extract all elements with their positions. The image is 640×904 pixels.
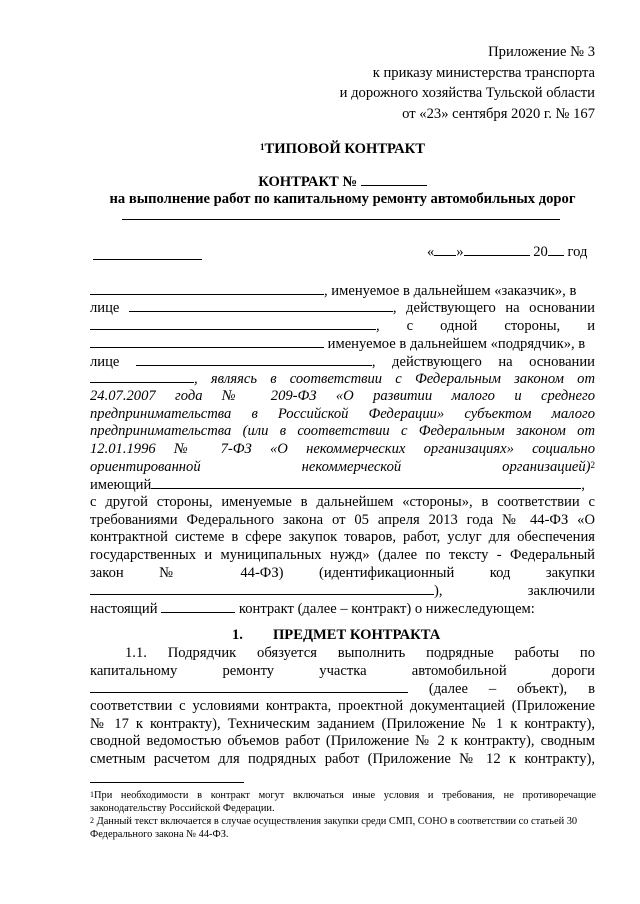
parties-line-10: 12.01.1996 № 7-ФЗ «О некоммерческих организациях» социально	[90, 441, 595, 457]
parties-text: код	[489, 565, 511, 581]
parties-line-6	[90, 369, 595, 388]
clause-text: капитальному	[90, 663, 178, 679]
parties-line-19	[90, 599, 595, 618]
parties-line-15: контрактной системе в сфере закупок товаров, работ, услуг для обеспечения	[90, 529, 595, 545]
parties-text: ,	[376, 318, 380, 334]
footnote-2-line-2: Федерального закона № 44-ФЗ.	[90, 829, 229, 840]
month-blank	[464, 242, 530, 256]
parties-text: ,	[581, 477, 585, 493]
parties-text: организацией)	[502, 459, 591, 475]
parties-line-12	[90, 475, 595, 494]
parties-text: , именуемое в дальнейшем «заказчик», в	[324, 283, 577, 299]
footnote-1-line-1	[90, 789, 596, 802]
clause-text: участка	[319, 663, 367, 679]
parties-line-16: государственных и муниципальных нужд» (далее по тексту - Федеральный	[90, 547, 595, 563]
clause-1-1-line-7: сметным расчетом для подрядных работ (Приложение № 12 к контракту),	[90, 751, 595, 767]
parties-line-8: предпринимательства в Российской Федерации» субъектом малого	[90, 406, 595, 422]
date-line	[427, 242, 597, 261]
parties-text: лице	[90, 300, 120, 316]
clause-text: дороги	[551, 663, 595, 679]
footnote-separator	[90, 782, 244, 783]
parties-text: имеющий	[90, 477, 152, 493]
parties-text: 44-ФЗ)	[240, 565, 284, 581]
parties-text: стороны,	[504, 318, 561, 334]
clause-text: ремонту	[222, 663, 275, 679]
parties-text: ,	[371, 354, 376, 370]
year-blank	[548, 242, 564, 256]
parties-text: , действующего на основании	[392, 300, 595, 316]
parties-text: одной	[440, 318, 478, 334]
parties-text: на	[498, 354, 513, 370]
parties-line-13: с другой стороны, именуемые в дальнейшем «стороны», в соответствии с	[90, 494, 595, 510]
parties-line-11	[90, 458, 595, 476]
typical-contract-title	[90, 140, 595, 158]
footnote-text: Данный текст включается в случае осуществления закупки среди СМП, СОНО в соответствии со статьей 30	[96, 816, 578, 827]
clause-1-1-line-4: соответствии с условиями контракта, проектной документацией (Приложение	[90, 698, 595, 714]
parties-text: и	[587, 318, 595, 334]
date-close-quote: »	[456, 244, 464, 260]
parties-text: действующего	[392, 354, 482, 370]
parties-line-4	[90, 334, 595, 353]
footnote-text: При необходимости в контракт могут включаться иные условия и требования, не противоречащие	[94, 790, 596, 801]
footnote-ref-2: 2	[590, 460, 595, 470]
parties-line-7: 24.07.2007 года № 209-ФЗ «О развитии малого и среднего	[90, 388, 595, 404]
registry-blank	[151, 475, 581, 489]
contractor-rep-blank	[136, 352, 372, 366]
clause-1-1-line-6: сводной ведомостью объемов работ (Приложение № 2 к контракту), сводным	[90, 733, 595, 749]
clause-1-1-line-1: 1.1. Подрядчик обязуется выполнить подрядные работы по	[125, 645, 595, 661]
contractor-name-blank	[90, 334, 324, 348]
parties-text: основании	[529, 354, 595, 370]
customer-name-blank	[90, 281, 324, 295]
parties-text: настоящий	[90, 601, 158, 617]
typical-contract-label: ТИПОВОЙ КОНТРАКТ	[264, 141, 425, 157]
parties-text: лице	[90, 354, 120, 370]
footnote-2-mark: 2	[90, 816, 94, 825]
clause-text: (далее – объект),	[428, 681, 568, 697]
parties-text: ориентированной	[90, 459, 201, 475]
section-number: 1.	[232, 627, 243, 643]
parties-line-2	[90, 298, 595, 317]
contract-type-blank	[161, 599, 235, 613]
parties-text: , являясь в соответствии с Федеральным законом от	[194, 371, 595, 387]
place-blank	[93, 259, 202, 260]
appendix-number: Приложение № 3	[488, 44, 595, 60]
year-prefix: 20	[533, 244, 548, 260]
customer-rep-blank	[129, 298, 393, 312]
contract-number-line	[90, 172, 595, 191]
title-underline	[122, 219, 560, 220]
clause-1-1-line-5: № 17 к контракту), Техническим заданием (Приложение № 1 к контракту),	[90, 716, 595, 732]
customer-basis-blank	[90, 316, 376, 330]
parties-text: ),	[434, 583, 443, 599]
parties-text: именуемое в дальнейшем «подрядчик», в	[327, 336, 586, 352]
parties-text: закупки	[545, 565, 595, 581]
parties-text: с	[406, 318, 414, 334]
contract-number-label: КОНТРАКТ №	[258, 174, 358, 190]
date-open-quote: «	[427, 244, 435, 260]
contract-number-blank	[361, 172, 427, 186]
parties-line-18	[90, 581, 595, 600]
clause-1-1-line-3	[90, 679, 595, 698]
parties-line-3	[90, 316, 595, 335]
section-title: ПРЕДМЕТ КОНТРАКТА	[272, 627, 441, 643]
clause-1-1-line-2	[90, 662, 595, 680]
clause-text: в	[588, 681, 595, 697]
parties-text: №	[159, 565, 205, 581]
appendix-ministry: и дорожного хозяйства Тульской области	[339, 85, 595, 101]
footnote-ref-1: 1	[260, 142, 265, 152]
day-blank	[434, 242, 456, 256]
clause-text: автомобильной	[411, 663, 507, 679]
section-1-heading	[232, 626, 532, 644]
appendix-order: к приказу министерства транспорта	[372, 65, 595, 81]
parties-line-14: требованиями Федерального закона от 05 апреля 2013 года № 44-ФЗ «О	[90, 512, 595, 528]
parties-text: (идентификационный	[318, 565, 455, 581]
road-section-blank	[90, 679, 408, 693]
parties-text: закон	[90, 565, 124, 581]
purchase-code-blank	[90, 581, 434, 595]
footnote-1-mark: 1	[90, 790, 94, 799]
parties-text: заключили	[527, 583, 595, 599]
year-word: год	[567, 244, 588, 260]
footnote-1-line-2: законодательству Российской Федерации.	[90, 803, 275, 814]
footnote-2-line-1	[90, 815, 596, 828]
parties-line-9: предпринимательства (или в соответствии с Федеральным законом от	[90, 423, 595, 439]
contract-subject: на выполнение работ по капитальному ремонту автомобильных дорог	[109, 191, 576, 207]
appendix-date: от «23» сентября 2020 г. № 167	[402, 106, 595, 122]
parties-line-17	[90, 564, 595, 582]
parties-text: контракт (далее – контракт) о нижеследующем:	[238, 601, 535, 617]
contractor-basis-blank	[90, 369, 194, 383]
parties-text: некоммерческой	[301, 459, 402, 475]
